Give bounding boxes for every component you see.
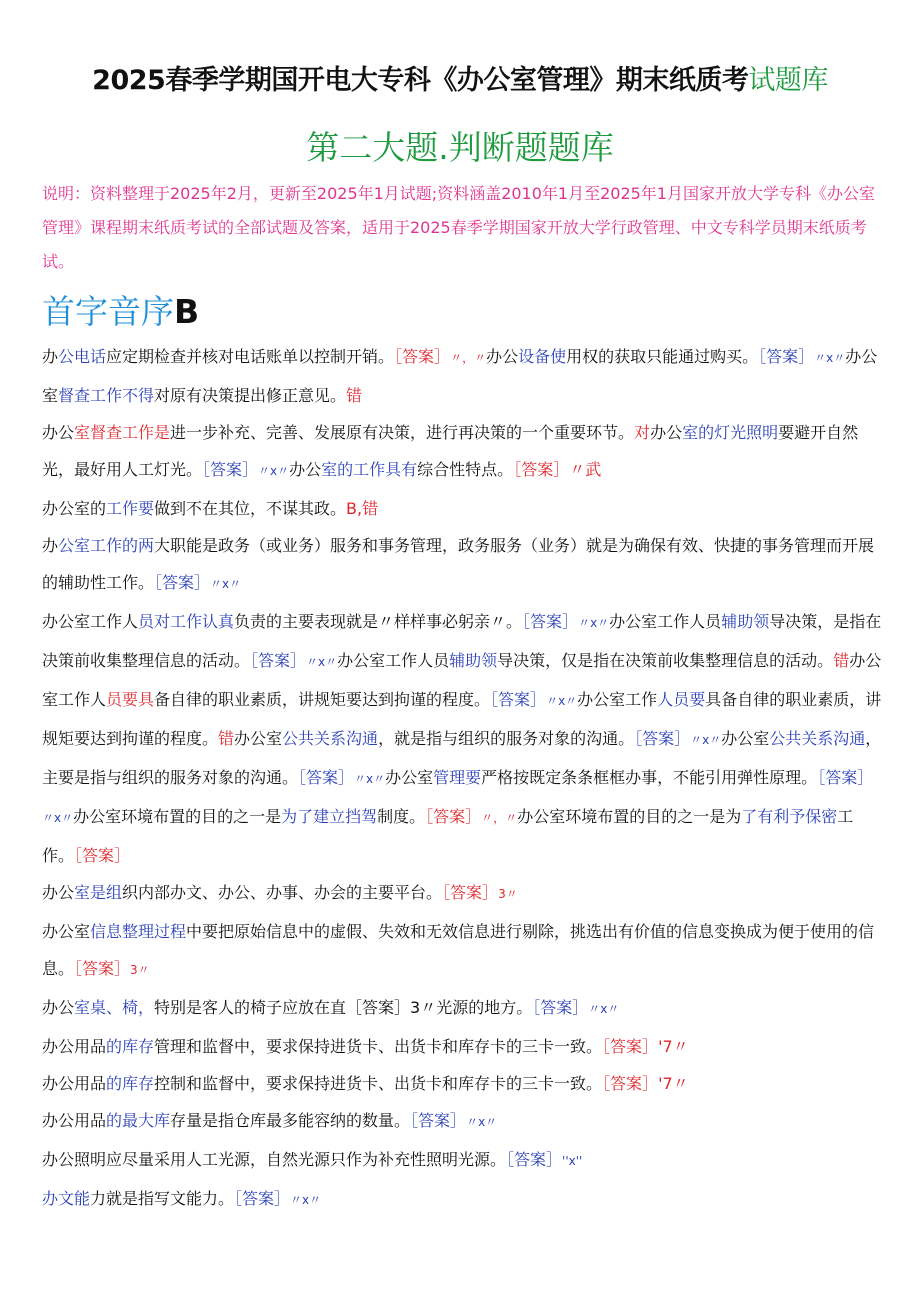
answer-mark: 〃x〃 xyxy=(42,811,74,825)
text: 控制和监督中，要求保持进货卡、出货卡和库存卡的三卡一致。 xyxy=(154,1074,603,1093)
text: 工作。 xyxy=(42,807,854,865)
text: ，主要是指与组织的服务对象的沟通。 xyxy=(42,729,882,787)
text: 特别是客人的椅子应放在直 xyxy=(154,998,347,1017)
answer-mark: ''x'' xyxy=(562,1154,583,1168)
paragraph-13 xyxy=(42,1180,882,1219)
paragraph-2 xyxy=(42,414,882,490)
answer-mark: 〃x〃 xyxy=(466,1115,498,1129)
answer-label: ［答案］ xyxy=(602,1074,659,1093)
keyword: 为了建立挡驾 xyxy=(281,807,378,826)
answer-mark: 〃，〃 xyxy=(481,811,518,825)
text: 存量是指仓库最多能容纳的数量。 xyxy=(170,1111,411,1130)
keyword: 信息整理过程 xyxy=(90,922,187,941)
paragraph-12 xyxy=(42,1141,882,1180)
title-main: 2025春季学期国开电大专科《办公室管理》期末纸质考 xyxy=(92,65,749,96)
answer-mark: 〃武 xyxy=(569,460,602,479)
text: 办公室工作人员 xyxy=(609,612,722,631)
answer-mark: 〃x〃 xyxy=(814,351,846,365)
text: 办公 xyxy=(42,883,75,902)
keyword: 人员要 xyxy=(657,690,706,709)
keyword: 工作要 xyxy=(106,499,155,518)
keyword: 室桌、椅， xyxy=(74,998,155,1017)
paragraph-8 xyxy=(42,989,882,1028)
text: 办公用品 xyxy=(42,1074,107,1093)
answer-label: ［答案］ xyxy=(817,768,874,787)
answer-mark: '7〃 xyxy=(658,1074,689,1093)
description-note: 说明：资料整理于2025年2月，更新至2025年1月试题;资料涵盖2010年1月至2025年1月国家开放大学专科《办公室管理》课程期末纸质考试的全部试题及答案，适用于2025春季学期国家开放大学行政管理、中文专科学员期末纸质考试。 xyxy=(42,184,875,271)
answer-mark: 〃x〃 xyxy=(210,577,242,591)
keyword: 公电话 xyxy=(58,347,107,366)
text: 进一步补充、完善、发展原有决策，进行再决策的一个重要环节。 xyxy=(170,423,635,442)
text: 办公室工作 xyxy=(577,690,658,709)
text: 力就是指写文能力。 xyxy=(90,1189,235,1208)
keyword: 室督查工作是 xyxy=(74,423,171,442)
text: 应定期检查并核对电话账单以控制开销。 xyxy=(106,347,395,366)
paragraph-7 xyxy=(42,913,882,989)
text: 办公室 xyxy=(42,922,91,941)
text: 办公室的 xyxy=(42,499,107,518)
keyword: 公共关系沟通 xyxy=(282,729,379,748)
paragraph-3 xyxy=(42,490,882,527)
answer-mark: 〃x〃 xyxy=(306,655,338,669)
keyword: 设备使 xyxy=(518,347,567,366)
paragraph-1 xyxy=(42,338,882,414)
keyword: 辅助领 xyxy=(449,651,498,670)
answer-label: ［答案］ xyxy=(513,460,570,479)
paragraph-4 xyxy=(42,527,882,603)
keyword: 的库存 xyxy=(106,1074,155,1093)
answer-verdict: 错 xyxy=(346,386,363,405)
answer-label: ［答案］ xyxy=(74,846,131,865)
answer-label: ［答案］ xyxy=(506,1150,563,1169)
text: 要避开自然光，最好用人工灯光。 xyxy=(42,423,859,479)
text: 严格按既定条条框框办事，不能引用弹性原理。 xyxy=(481,768,818,787)
paragraph-11 xyxy=(42,1102,882,1141)
keyword: 管理要 xyxy=(433,768,482,787)
answer-mark: 〃x〃 xyxy=(290,1193,322,1207)
answer-mark: 3〃 xyxy=(498,887,518,901)
text: 备自律的职业素质，讲规矩要达到拘谨的程度。 xyxy=(154,690,491,709)
answer-label: ［答案］ xyxy=(298,768,355,787)
answer-mark: 〃x〃 xyxy=(546,694,578,708)
text: 办公室工作人 xyxy=(42,612,139,631)
answer-mark: 〃，〃 xyxy=(450,351,487,365)
answer-mark: 〃x〃 xyxy=(354,772,386,786)
title-tail: 试题库 xyxy=(748,65,828,96)
text: 负责的主要表现就是〃样样事必躬亲〃。 xyxy=(234,612,523,631)
text: 办公室 xyxy=(721,729,770,748)
text: 对原有决策提出修正意见。 xyxy=(154,386,347,405)
keyword: 室的灯光照明 xyxy=(682,423,779,442)
text: 办公室工作人 xyxy=(42,651,882,709)
text: 办公室 xyxy=(42,347,878,405)
paragraph-6 xyxy=(42,874,882,913)
answer-mark: 〃x〃 xyxy=(258,464,290,478)
text: 中要把原始信息中的虚假、失效和无效信息进行剔除，挑选出有价值的信息变换成为便于使用的信息。 xyxy=(42,922,875,978)
answer-label: ［答案］ xyxy=(394,347,451,366)
text: 制度。 xyxy=(377,807,426,826)
text: 导决策，仅是指在决策前收集整理信息的活动。 xyxy=(497,651,834,670)
answer-label: ［答案］ xyxy=(250,651,307,670)
text: 办公室 xyxy=(234,729,283,748)
text: ，就是指与组织的服务对象的沟通。 xyxy=(378,729,635,748)
answer-label: ［答案］ xyxy=(442,883,499,902)
answer-mark: 3〃 xyxy=(130,963,150,977)
text: 用权的获取只能通过购买。 xyxy=(566,347,759,366)
keyword: 的库存 xyxy=(106,1037,155,1056)
keyword: 辅助领 xyxy=(721,612,770,631)
section-letter: B xyxy=(174,292,200,331)
text: 管理和监督中，要求保持进货卡、出货卡和库存卡的三卡一致。 xyxy=(154,1037,603,1056)
paragraph-5 xyxy=(42,603,882,874)
text: 办公室 xyxy=(385,768,434,787)
text: 综合性特点。 xyxy=(417,460,514,479)
document-title xyxy=(0,58,920,97)
keyword: 办文能 xyxy=(42,1189,91,1208)
question-list xyxy=(42,338,882,1219)
text: 办公 xyxy=(42,423,75,442)
paragraph-9 xyxy=(42,1028,882,1065)
answer-label: ［答案］ xyxy=(490,690,547,709)
answer-mark: '7〃 xyxy=(658,1037,689,1056)
answer-label: ［答案］ xyxy=(532,998,589,1017)
answer-label: ［答案］ xyxy=(425,807,482,826)
keyword: 的最大库 xyxy=(106,1111,171,1130)
answer-label: ［答案］ xyxy=(410,1111,467,1130)
keyword: 督查工作不得 xyxy=(58,386,155,405)
answer-label: ［答案］ xyxy=(234,1189,291,1208)
answer-inline: ［答案］3〃 xyxy=(346,998,437,1017)
answer-verdict: 错 xyxy=(218,729,235,748)
answer-label: ［答案］ xyxy=(758,347,815,366)
text: 办公 xyxy=(650,423,683,442)
keyword: 公室工作的两 xyxy=(58,536,155,555)
answer-label: ［答案］ xyxy=(522,612,579,631)
keyword: 室是组 xyxy=(74,883,123,902)
text: 导决策，是指在决策前收集整理信息的活动。 xyxy=(42,612,882,670)
answer-verdict: B,错 xyxy=(346,499,379,518)
document-subtitle: 第二大题.判断题题库 xyxy=(306,128,614,167)
text: 织内部办文、办公、办事、办会的主要平台。 xyxy=(122,883,443,902)
keyword: 了有利予保密 xyxy=(741,807,838,826)
text: 具备自律的职业素质，讲规矩要达到拘谨的程度。 xyxy=(42,690,882,748)
text: 办公室环境布置的目的之一是为 xyxy=(517,807,742,826)
text: 办公室环境布置的目的之一是 xyxy=(73,807,282,826)
answer-mark: 〃x〃 xyxy=(588,1002,620,1016)
text: 办公 xyxy=(42,998,75,1017)
text: 大职能是政务（或业务）服务和事务管理，政务服务（业务）就是为确保有效、快捷的事务管理而开展的辅助性工作。 xyxy=(42,536,875,592)
section-label: 首字音序 xyxy=(42,292,174,331)
paragraph-10 xyxy=(42,1065,882,1102)
text: 办公 xyxy=(486,347,519,366)
section-heading xyxy=(42,286,199,333)
text: 办 xyxy=(42,347,59,366)
keyword: 室的工作具有 xyxy=(321,460,418,479)
text: 办公 xyxy=(289,460,322,479)
keyword: 员要具 xyxy=(106,690,155,709)
answer-label: ［答案］ xyxy=(602,1037,659,1056)
answer-label: ［答案］ xyxy=(634,729,691,748)
keyword: 员对工作认真 xyxy=(138,612,235,631)
answer-label: ［答案］ xyxy=(74,959,131,978)
answer-verdict: 对 xyxy=(634,423,651,442)
text: 办公用品 xyxy=(42,1037,107,1056)
answer-mark: 〃x〃 xyxy=(690,733,722,747)
answer-label: ［答案］ xyxy=(202,460,259,479)
answer-mark: 〃x〃 xyxy=(578,616,610,630)
text: 办公室工作人员 xyxy=(337,651,450,670)
answer-verdict: 错 xyxy=(833,651,850,670)
text: 办公用品 xyxy=(42,1111,107,1130)
text: 办 xyxy=(42,536,59,555)
text: 办公照明应尽量采用人工光源，自然光源只作为补充性照明光源。 xyxy=(42,1150,507,1169)
keyword: 公共关系沟通 xyxy=(769,729,866,748)
text: 做到不在其位，不谋其政。 xyxy=(154,499,347,518)
answer-label: ［答案］ xyxy=(154,573,211,592)
text: 光源的地方。 xyxy=(436,998,533,1017)
